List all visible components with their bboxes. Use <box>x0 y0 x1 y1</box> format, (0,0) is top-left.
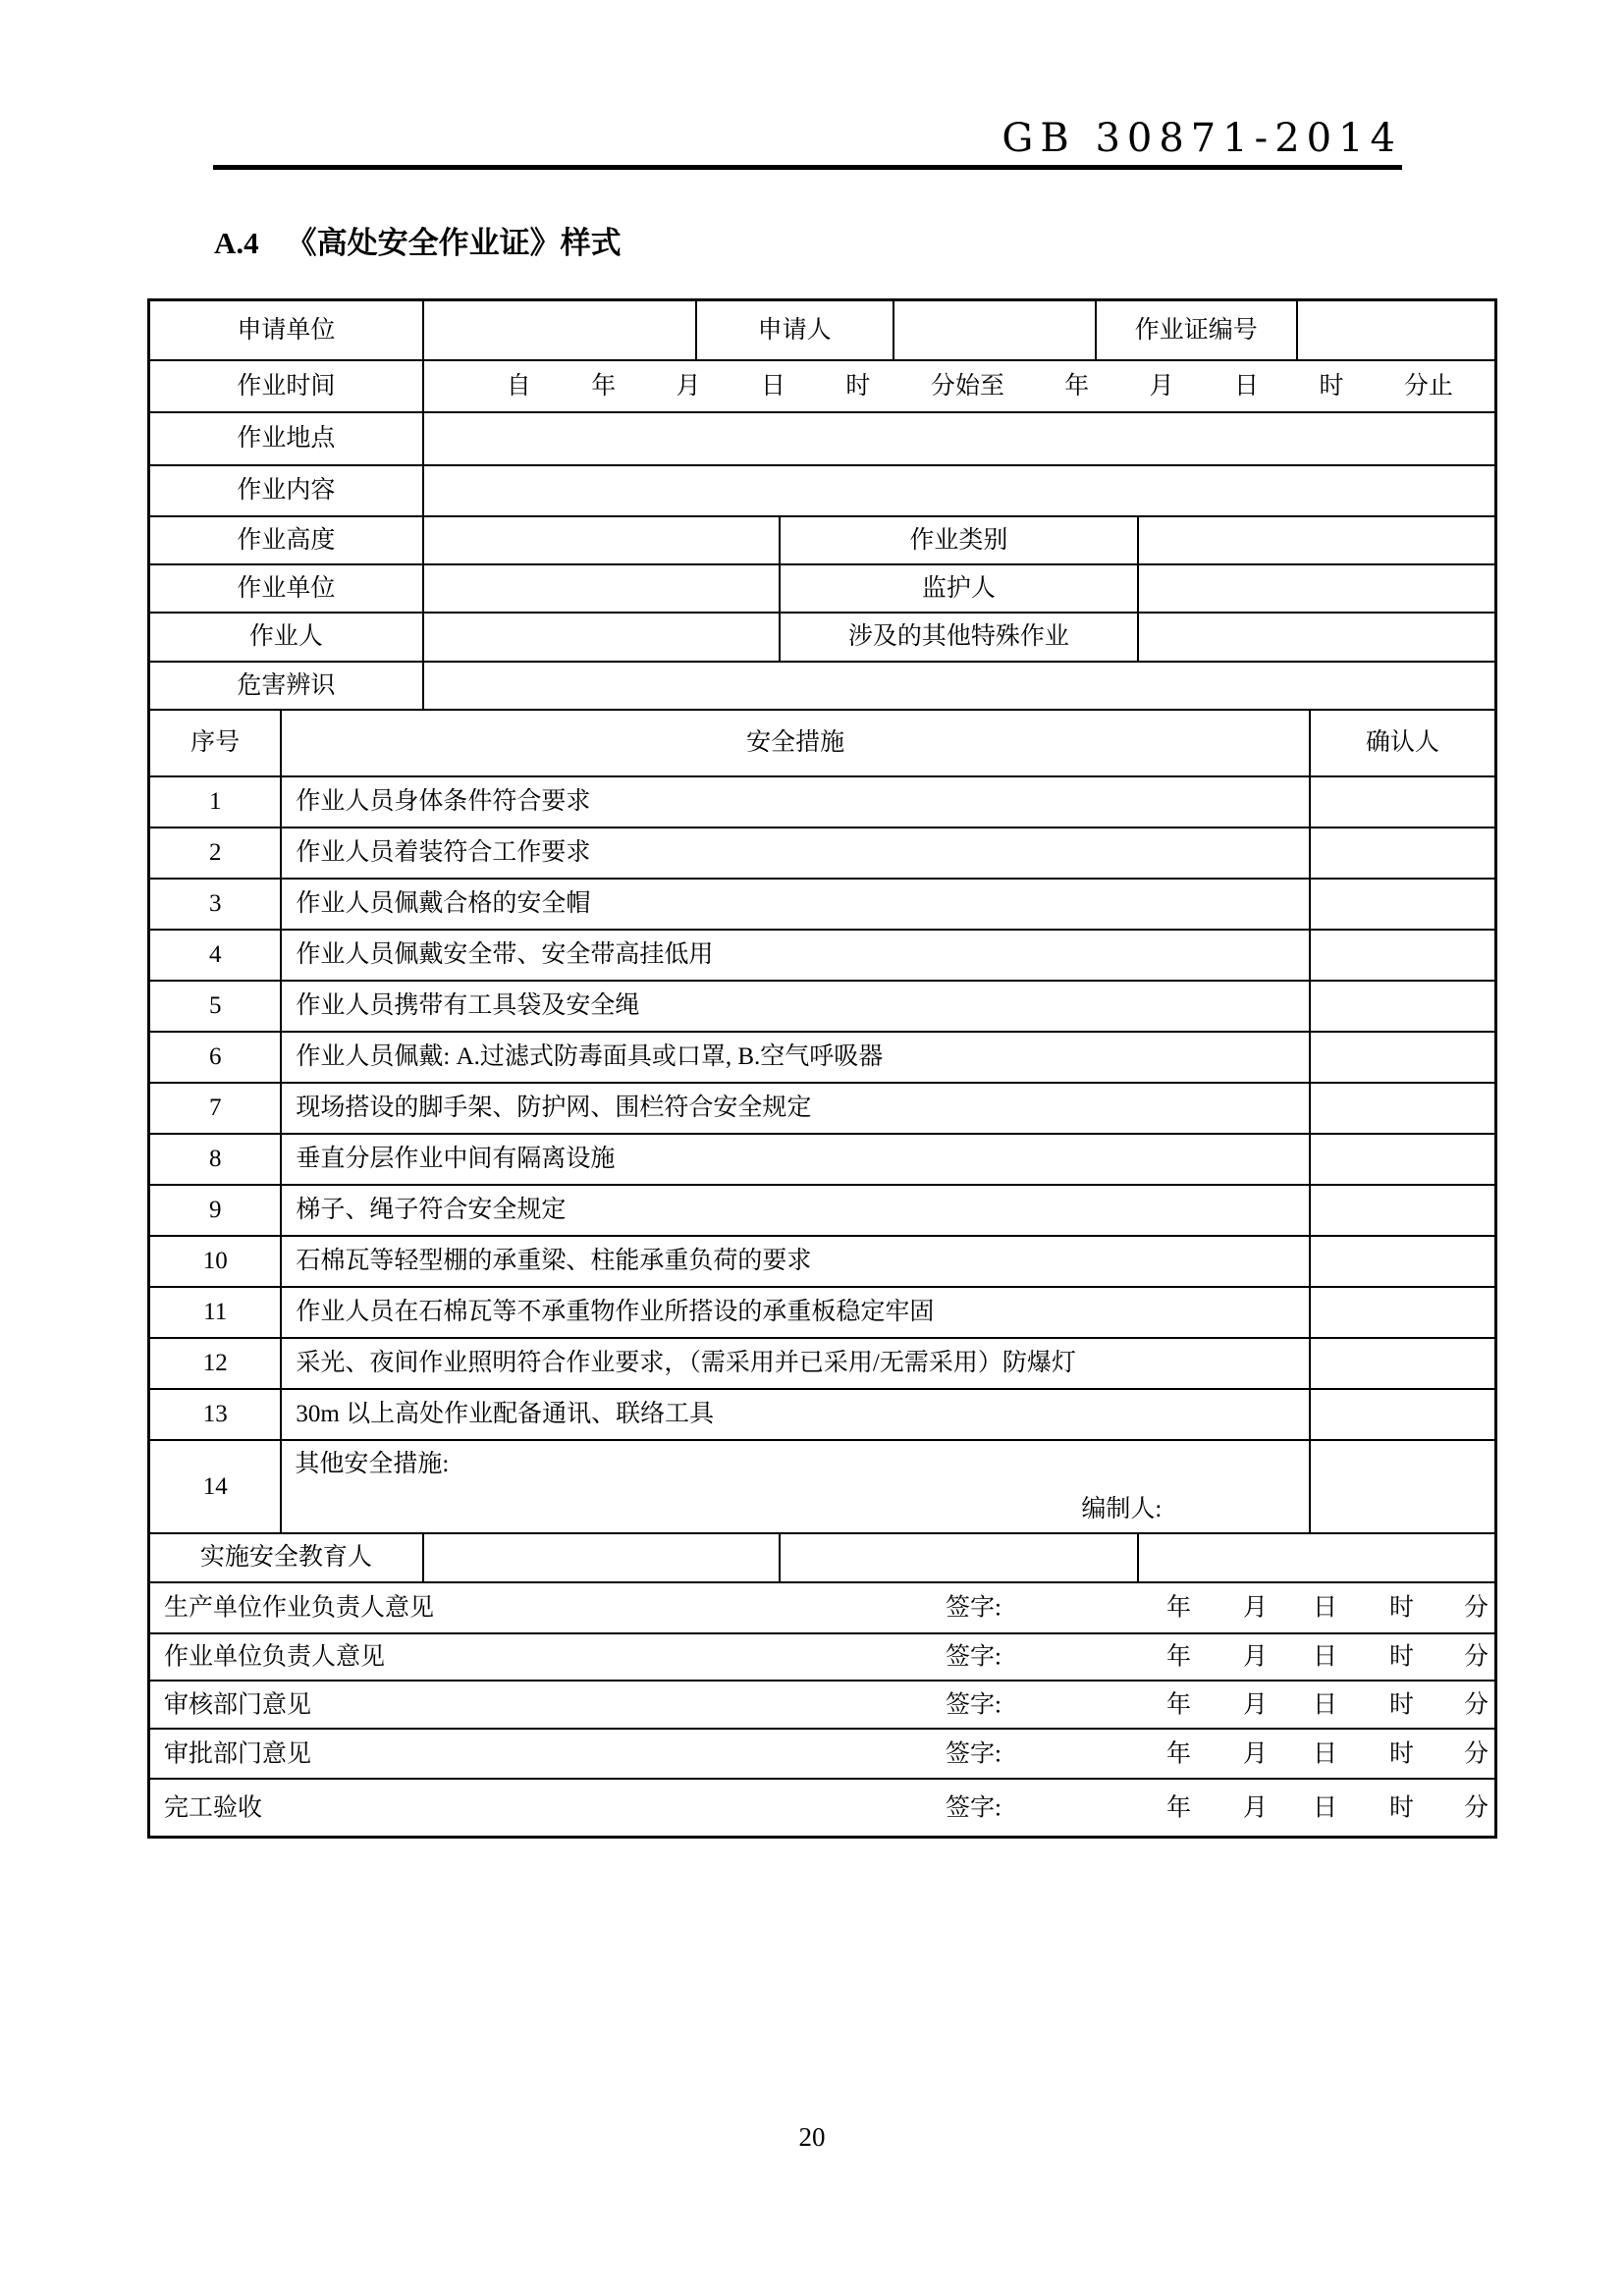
row-hazard <box>150 661 1494 709</box>
date-minute-label: 分 <box>1464 1643 1489 1671</box>
signoff-row-production-leader <box>150 1581 1494 1632</box>
measure-confirm <box>1309 931 1494 980</box>
signoff-row-completion-acceptance <box>150 1778 1494 1836</box>
signoff-label: 审核部门意见 <box>164 1690 312 1718</box>
worker-label: 作业人 <box>248 623 323 651</box>
measure-row <box>150 1184 1494 1235</box>
row-work-height <box>150 515 1494 563</box>
date-hour-label: 时 <box>1389 1690 1415 1718</box>
date-hour-label: 时 <box>1389 1739 1415 1767</box>
seq-no-header: 序号 <box>190 729 241 757</box>
time-part: 时 <box>1319 372 1344 400</box>
safety-measure-header: 安全措施 <box>280 711 1308 775</box>
date-hour-label: 时 <box>1389 1643 1415 1671</box>
date-day-label: 日 <box>1313 1643 1338 1671</box>
safety-educator-value-1 <box>422 1534 779 1581</box>
work-content-value <box>422 466 1494 515</box>
time-part: 月 <box>676 372 701 400</box>
header-rule <box>213 165 1402 170</box>
guardian-label: 监护人 <box>779 565 1136 612</box>
time-part: 时 <box>845 372 871 400</box>
measure-row <box>150 1031 1494 1082</box>
confirmer-header: 确认人 <box>1309 711 1494 775</box>
measure-confirm <box>1309 1033 1494 1082</box>
guardian-value <box>1137 565 1494 612</box>
row-safety-educator <box>150 1532 1494 1581</box>
time-part: 分始至 <box>930 372 1004 400</box>
date-year-label: 年 <box>1166 1594 1192 1622</box>
row-work-place <box>150 411 1494 464</box>
signoff-row-approval-dept <box>150 1728 1494 1778</box>
measure-row <box>150 878 1494 929</box>
measure-text: 作业人员佩戴安全带、安全带高挂低用 <box>280 931 1308 980</box>
work-permit-form <box>147 298 1497 1839</box>
measure-confirm <box>1309 1186 1494 1235</box>
measure-row <box>150 827 1494 878</box>
measure-confirm <box>1309 1441 1494 1532</box>
measure-confirm <box>1309 1288 1494 1337</box>
measure-text: 作业人员佩戴: A.过滤式防毒面具或口罩, B.空气呼吸器 <box>280 1033 1308 1082</box>
standard-code: GB 30871-2014 <box>1001 116 1402 161</box>
applicant-value <box>893 301 1095 359</box>
work-category-label: 作业类别 <box>779 517 1136 563</box>
hazard-label: 危害辨识 <box>237 671 336 699</box>
measure-no: 8 <box>208 1146 222 1173</box>
measure-text: 作业人员携带有工具袋及安全绳 <box>280 982 1308 1031</box>
measure-no: 12 <box>202 1350 228 1377</box>
signoff-row-work-unit-leader <box>150 1632 1494 1680</box>
time-part: 年 <box>591 372 617 400</box>
row-work-content <box>150 464 1494 515</box>
other-measures-cell <box>280 1441 1308 1532</box>
work-place-value <box>422 413 1494 464</box>
measure-no: 11 <box>203 1299 228 1326</box>
date-minute-label: 分 <box>1464 1739 1489 1767</box>
measure-confirm <box>1309 1135 1494 1184</box>
permit-no-label: 作业证编号 <box>1095 301 1296 359</box>
measure-confirm <box>1309 777 1494 827</box>
other-measures-label: 其他安全措施: <box>295 1451 450 1477</box>
measure-no: 2 <box>208 839 222 867</box>
measure-confirm <box>1309 1084 1494 1133</box>
work-time-label: 作业时间 <box>237 372 336 400</box>
measure-row <box>150 1133 1494 1184</box>
signoff-label: 生产单位作业负责人意见 <box>164 1594 435 1622</box>
measure-no: 9 <box>208 1197 222 1224</box>
date-year-label: 年 <box>1166 1690 1192 1718</box>
work-height-value <box>422 517 779 563</box>
measure-text: 石棉瓦等轻型棚的承重梁、柱能承重负荷的要求 <box>280 1237 1308 1286</box>
compiler-label: 编制人: <box>1081 1495 1163 1522</box>
time-part: 自 <box>506 372 531 400</box>
signature-label: 签字: <box>946 1594 1001 1622</box>
date-year-label: 年 <box>1166 1739 1192 1767</box>
date-month-label: 月 <box>1243 1793 1269 1821</box>
safety-educator-label: 实施安全教育人 <box>199 1544 372 1572</box>
signoff-label: 作业单位负责人意见 <box>164 1643 386 1671</box>
measure-no: 14 <box>202 1472 228 1500</box>
measure-no: 10 <box>202 1248 228 1275</box>
measure-row <box>150 1286 1494 1337</box>
measure-no: 13 <box>202 1401 228 1428</box>
signature-label: 签字: <box>946 1793 1001 1821</box>
work-place-label: 作业地点 <box>237 425 336 453</box>
measure-text: 作业人员身体条件符合要求 <box>280 777 1308 827</box>
date-year-label: 年 <box>1166 1793 1192 1821</box>
signoff-row-review-dept <box>150 1680 1494 1728</box>
applicant-unit-value <box>422 301 695 359</box>
signoff-label: 审批部门意见 <box>164 1739 312 1767</box>
date-minute-label: 分 <box>1464 1690 1489 1718</box>
date-day-label: 日 <box>1313 1739 1338 1767</box>
work-content-label: 作业内容 <box>237 477 336 505</box>
date-day-label: 日 <box>1313 1793 1338 1821</box>
row-worker <box>150 612 1494 661</box>
time-part: 日 <box>1234 372 1260 400</box>
measure-row <box>150 1082 1494 1133</box>
signature-label: 签字: <box>946 1739 1001 1767</box>
date-minute-label: 分 <box>1464 1594 1489 1622</box>
page-number: 20 <box>798 2122 826 2152</box>
time-part: 年 <box>1064 372 1090 400</box>
time-part: 分止 <box>1403 372 1453 400</box>
hazard-value <box>422 663 1494 709</box>
measure-no: 5 <box>208 992 222 1020</box>
date-day-label: 日 <box>1313 1690 1338 1718</box>
work-unit-value <box>422 565 779 612</box>
work-unit-label: 作业单位 <box>237 574 336 602</box>
safety-educator-value-2 <box>779 1534 1136 1581</box>
measure-confirm <box>1309 1339 1494 1388</box>
measure-no: 4 <box>208 941 222 969</box>
date-day-label: 日 <box>1313 1594 1338 1622</box>
permit-no-value <box>1296 301 1494 359</box>
safety-educator-value-3 <box>1137 1534 1494 1581</box>
applicant-label: 申请人 <box>695 301 893 359</box>
measure-text: 垂直分层作业中间有隔离设施 <box>280 1135 1308 1184</box>
measure-row <box>150 1337 1494 1388</box>
measure-row <box>150 980 1494 1031</box>
measure-row-other <box>150 1439 1494 1532</box>
signoff-label: 完工验收 <box>164 1793 263 1821</box>
date-hour-label: 时 <box>1389 1793 1415 1821</box>
section-heading <box>214 218 622 262</box>
measures-header-row <box>150 709 1494 775</box>
date-month-label: 月 <box>1243 1594 1269 1622</box>
measure-confirm <box>1309 1390 1494 1439</box>
measure-text: 采光、夜间作业照明符合作业要求，（需采用并已采用/无需采用）防爆灯 <box>280 1339 1308 1388</box>
date-year-label: 年 <box>1166 1643 1192 1671</box>
measure-no: 3 <box>208 890 222 918</box>
measure-no: 7 <box>208 1095 222 1122</box>
measure-confirm <box>1309 828 1494 878</box>
measure-text: 作业人员着装符合工作要求 <box>280 828 1308 878</box>
measure-no: 6 <box>208 1043 222 1071</box>
measure-confirm <box>1309 880 1494 929</box>
measure-text: 作业人员佩戴合格的安全帽 <box>280 880 1308 929</box>
date-minute-label: 分 <box>1464 1793 1489 1821</box>
work-time-value <box>422 361 1494 411</box>
time-part: 日 <box>761 372 786 400</box>
date-month-label: 月 <box>1243 1690 1269 1718</box>
section-title: 《高处安全作业证》样式 <box>286 226 622 260</box>
measure-text: 作业人员在石棉瓦等不承重物作业所搭设的承重板稳定牢固 <box>280 1288 1308 1337</box>
measure-text: 现场搭设的脚手架、防护网、围栏符合安全规定 <box>280 1084 1308 1133</box>
date-month-label: 月 <box>1243 1643 1269 1671</box>
measure-text: 梯子、绳子符合安全规定 <box>280 1186 1308 1235</box>
measure-no: 1 <box>208 788 222 816</box>
applicant-unit-label: 申请单位 <box>237 316 336 344</box>
row-work-unit <box>150 563 1494 612</box>
worker-value <box>422 614 779 661</box>
other-special-work-value <box>1137 614 1494 661</box>
measure-row <box>150 775 1494 827</box>
time-part: 月 <box>1149 372 1174 400</box>
section-number: A.4 <box>214 226 259 260</box>
row-applicant <box>150 301 1494 359</box>
signature-label: 签字: <box>946 1690 1001 1718</box>
other-special-work-label: 涉及的其他特殊作业 <box>779 614 1136 661</box>
measure-confirm <box>1309 1237 1494 1286</box>
row-work-time <box>150 359 1494 411</box>
date-hour-label: 时 <box>1389 1594 1415 1622</box>
signature-label: 签字: <box>946 1643 1001 1671</box>
measure-confirm <box>1309 982 1494 1031</box>
measure-row <box>150 929 1494 980</box>
work-height-label: 作业高度 <box>237 526 336 554</box>
measure-row <box>150 1235 1494 1286</box>
date-month-label: 月 <box>1243 1739 1269 1767</box>
work-category-value <box>1137 517 1494 563</box>
measure-text: 30m 以上高处作业配备通讯、联络工具 <box>280 1390 1308 1439</box>
measure-row <box>150 1388 1494 1439</box>
